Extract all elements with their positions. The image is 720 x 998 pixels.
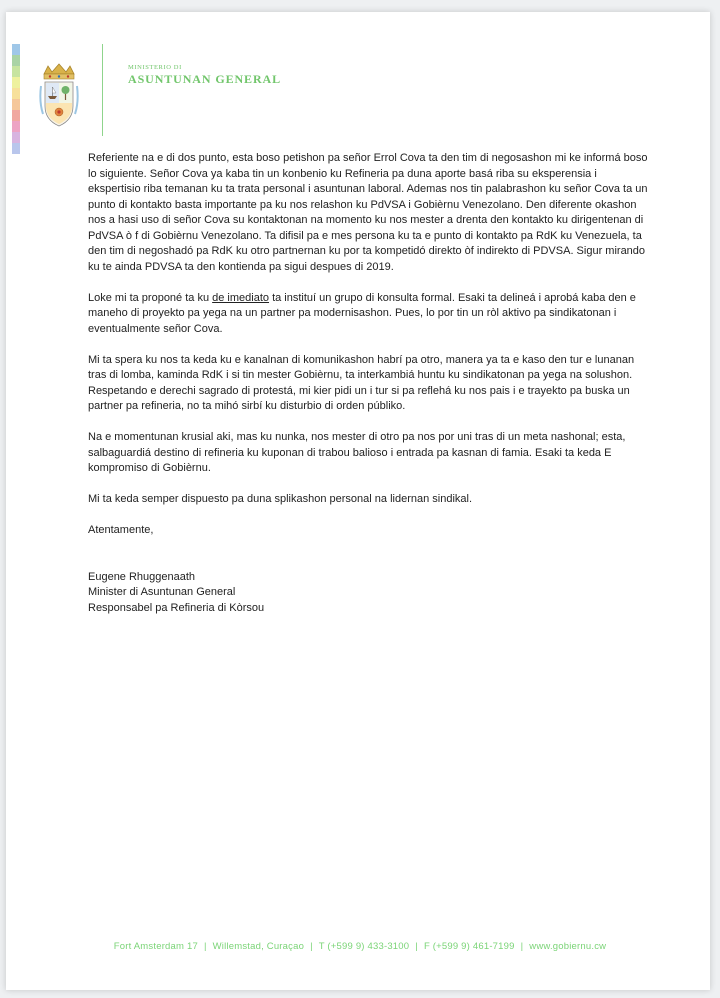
ministry-header [128,64,281,87]
signatory-title: Minister di Asuntunan General [88,586,236,598]
paragraph-3: Mi ta spera ku nos ta keda ku e kanalnan di komunikashon habrí pa otro, manera ya ta e kaso den tur e lunanan tras di lomba, kaminda RdK i si tin mester Gobièrnu, ta interkambiá huntu ku sindikatonan pa yega na solushon. Respetando e derechi sagrado di protestá, mi kier pidi un i tur si pa reflehá ku nos pais i e trayekto pa buska un partner pa refineria, no ta mihó sirbí ku disturbio di orden públiko. [88,353,635,412]
color-swatch [12,110,20,121]
paragraph-2-start: Loke mi ta proponé ta ku [88,291,213,304]
footer [0,941,720,952]
color-swatch [12,66,20,77]
color-swatch [12,88,20,99]
color-swatch [12,77,20,88]
color-swatch [12,55,20,66]
footer-fax: F (+599 9) 461-7199 [423,941,515,952]
color-swatch [12,132,20,143]
footer-separator: | [203,941,207,952]
color-swatch [12,143,20,154]
color-swatch [12,121,20,132]
footer-phone: T (+599 9) 433-3100 [318,941,410,952]
color-swatch [12,44,20,55]
footer-separator: | [415,941,418,952]
document-page [6,12,710,990]
paragraph-5: Mi ta keda semper dispuesto pa duna splikashon personal na lidernan sindikal. [88,493,473,505]
footer-address: Fort Amsterdam 17 [113,941,198,952]
ministry-name: ASUNTUNAN GENERAL [128,72,281,86]
signature-block [88,570,648,617]
coat-of-arms-icon [38,62,80,132]
underlined-phrase: de imediato [212,291,270,304]
footer-separator: | [520,941,524,952]
paragraph-1: Referiente na e di dos punto, esta boso petishon pa señor Errol Cova ta den tim di negosashon mi ke informá boso lo siguiente. Señor Cova ya kaba tin un konbenio ku Refineria pa duna aporte basá riba su eksperensia i ekspertisio riba temanan ku ta trata personal i asuntunan laboral. Ademas nos tin palabrashon ku señor Cova ta un punto di kontakto basta importante pa ku nos relashon ku PdVSA i Gobièrnu Venezolano. Den diferente okashon nos a hasi uso di señor Cova su kontaktonan na momento ku nos mester a drenta den kontakto ku dirigentenan di PdVSA ò f di Gobièrnu Venezolano. Ta difisil pa e mes persona ku ta e punto di kontakto pa RdK ku Venezuela, ta den tim di negoshadó pa RdK ku otro partnernan ku por ta kompetidó direkto òf indirekto di PDVSA. Sigur mirando ku te ainda PDVSA ta den kontienda pa sigui despues di 2019. [88,152,648,273]
closing: Atentamente, [88,524,154,536]
color-strip [12,44,20,154]
ministry-label: MINISTERIO DI [128,64,182,71]
paragraph-4: Na e momentunan krusial aki, mas ku nunka, nos mester di otro pa nos por uni tras di un meta nashonal; esta, salbaguardiá destino di refineria ku kuponan di trabou balioso i entrada pa kasnan di famia. Esaki ta keda E kompromiso di Gobièrnu. [88,431,626,474]
footer-city: Willemstad, Curaçao [212,941,305,952]
letter-body [88,151,648,616]
paragraph-2-end: ta instituí un grupo di konsulta formal. Esaki ta delineá i aprobá kaba den e maneho di proyekto pa yega na un partner pa modernisashon. Pues, lo por tin un ròl aktivo pa sindikatonan i eventualmente señor Cova. [88,291,636,335]
signatory-name: Eugene Rhuggenaath [88,570,196,583]
footer-website-link[interactable]: www.gobiernu.cw [529,941,607,952]
paragraph-2 [88,291,648,338]
footer-separator: | [310,941,313,952]
signatory-role: Responsabel pa Refineria di Kòrsou [88,601,265,614]
color-swatch [12,99,20,110]
header-divider [102,44,103,136]
